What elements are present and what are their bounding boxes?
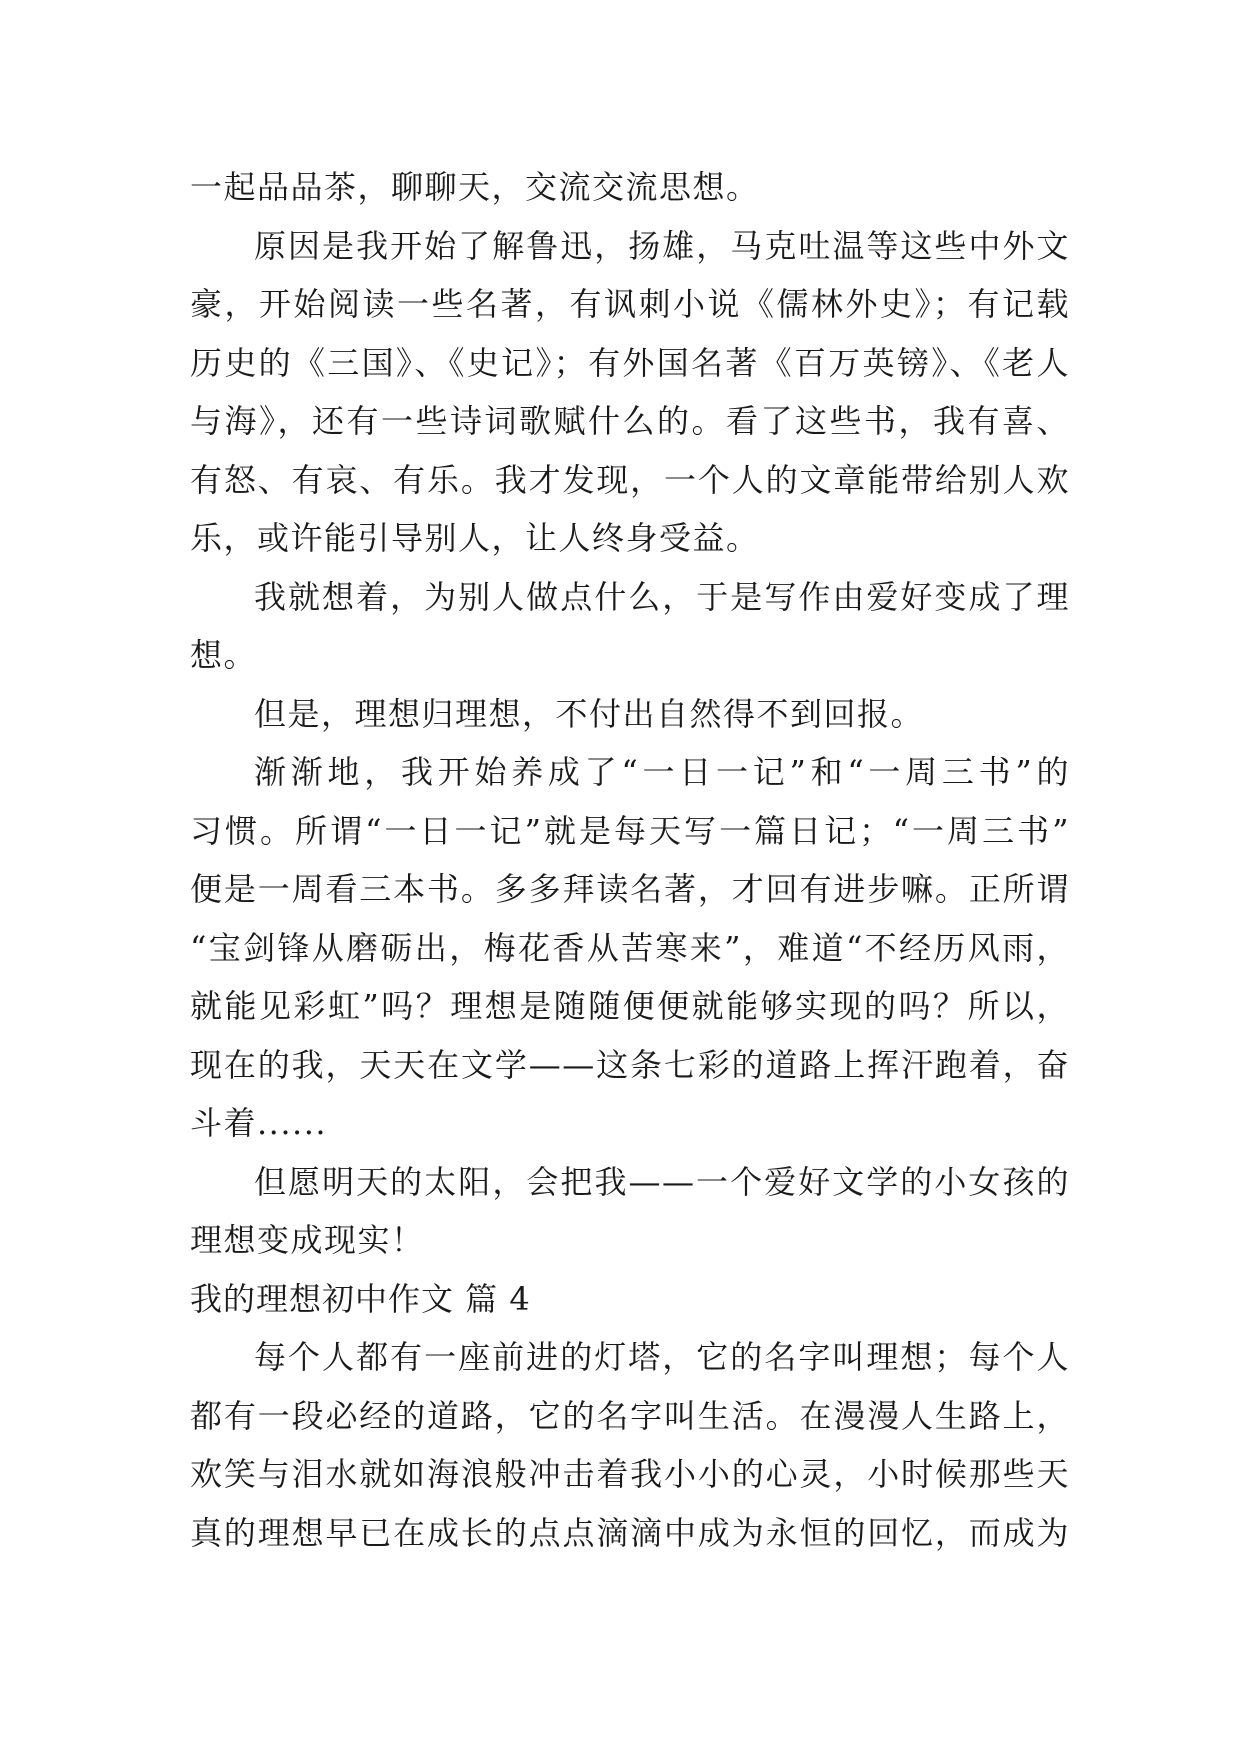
paragraph — [190, 1153, 1070, 1270]
text-line: 理想变成现实！ — [190, 1221, 425, 1259]
text-line: 都有一段必经的道路，它的名字叫生活。在漫漫人生路上， — [190, 1396, 1070, 1435]
paragraph — [190, 568, 1070, 685]
text-line: 有怒、有哀、有乐。我才发现，一个人的文章能带给别人欢 — [190, 460, 1070, 499]
text-line: 真的理想早已在成长的点点滴滴中成为永恒的回忆，而成为 — [190, 1513, 1070, 1552]
text-line: 想。 — [190, 636, 258, 674]
text-line: 一起品品茶，聊聊天，交流交流思想。 — [190, 168, 760, 206]
text-line: 便是一周看三本书。多多拜读名著，才回有进步嘛。正所谓 — [190, 870, 1070, 908]
text-line: 与海》，还有一些诗词歌赋什么的。看了这些书，我有喜、 — [190, 402, 1070, 440]
text-line: 每个人都有一座前进的灯塔，它的名字叫理想；每个人 — [254, 1338, 1070, 1376]
text-line: 习惯。所谓“一日一记”就是每天写一篇日记；“一周三书” — [190, 811, 1070, 850]
text-line: 但愿明天的太阳，会把我——一个爱好文学的小女孩的 — [254, 1162, 1070, 1201]
paragraph — [190, 743, 1070, 1153]
text-line: 历史的《三国》、《史记》；有外国名著《百万英镑》、《老人 — [190, 343, 1070, 382]
text-line: 欢笑与泪水就如海浪般冲击着我小小的心灵，小时候那些天 — [190, 1455, 1070, 1493]
document-body — [190, 158, 1070, 1562]
text-line: “宝剑锋从磨砺出，梅花香从苦寒来”，难道“不经历风雨， — [190, 928, 1070, 967]
paragraph — [190, 158, 1070, 217]
text-line: 但是，理想归理想，不付出自然得不到回报。 — [254, 694, 925, 733]
paragraph — [190, 685, 1070, 744]
text-line: 现在的我，天天在文学——这条七彩的道路上挥汗跑着，奋 — [190, 1045, 1070, 1084]
text-line: 就能见彩虹”吗？理想是随随便便就能够实现的吗？所以， — [190, 987, 1070, 1025]
text-line: 我就想着，为别人做点什么，于是写作由爱好变成了理 — [254, 577, 1070, 616]
text-line: 原因是我开始了解鲁迅，扬雄，马克吐温等这些中外文 — [254, 226, 1070, 265]
section-heading: 我的理想初中作文 篇 4 — [190, 1279, 531, 1318]
paragraph — [190, 217, 1070, 568]
text-line: 渐渐地，我开始养成了“一日一记”和“一周三书”的 — [254, 753, 1070, 791]
text-line: 豪，开始阅读一些名著，有讽刺小说《儒林外史》；有记载 — [190, 285, 1070, 323]
text-line: 斗着...... — [190, 1104, 328, 1142]
text-line: 乐，或许能引导别人，让人终身受益。 — [190, 519, 760, 557]
paragraphs — [190, 158, 1070, 1270]
paragraph — [190, 1328, 1070, 1562]
